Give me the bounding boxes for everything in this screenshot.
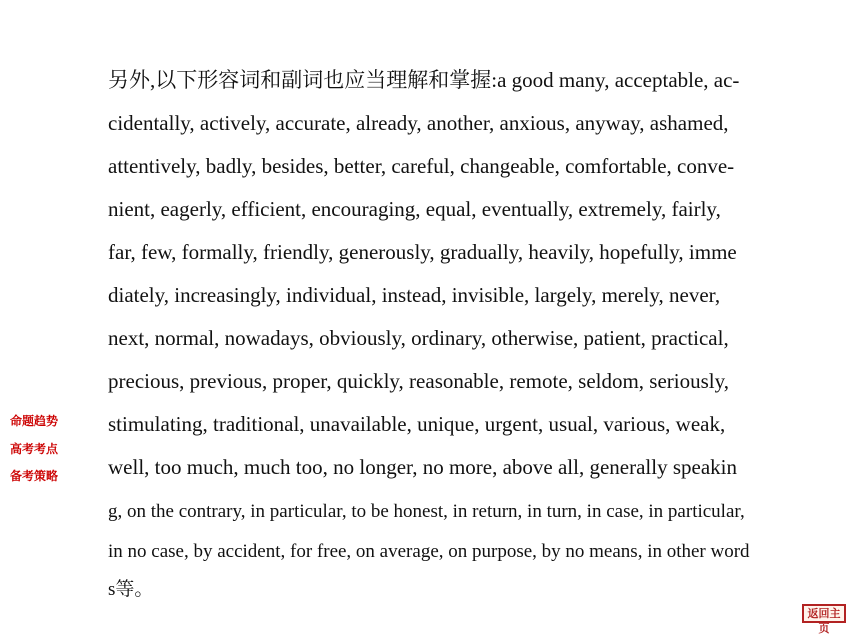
text-line: g, on the contrary, in particular, to be honest, in return, in turn, in case, in particular, <box>108 501 745 522</box>
nav-link-strategies[interactable]: 备考策略 <box>10 469 59 483</box>
text-line: precious, previous, proper, quickly, reasonable, remote, seldom, seriously, <box>108 369 730 393</box>
text-line: stimulating, traditional, unavailable, unique, urgent, usual, various, weak, <box>108 412 726 436</box>
text-line: 另外,以下形容词和副词也应当理解和掌握:a good many, acceptable, ac- <box>108 68 740 92</box>
nav-link-trends[interactable]: 命题趋势 <box>10 414 59 428</box>
text-line: far, few, formally, friendly, generously, gradually, heavily, hopefully, imme <box>108 240 737 264</box>
text-line: well, too much, much too, no longer, no more, above all, generally speakin <box>108 455 737 479</box>
text-line: next, normal, nowadays, obviously, ordinary, otherwise, patient, practical, <box>108 326 729 350</box>
text-line: nient, eagerly, efficient, encouraging, equal, eventually, extremely, fairly, <box>108 197 721 221</box>
nav-link-exam-points[interactable]: 高考考点 <box>10 442 59 456</box>
text-line: diately, increasingly, individual, instead, invisible, largely, merely, never, <box>108 283 721 307</box>
text-line: s等。 <box>108 579 154 600</box>
text-line: in no case, by accident, for free, on average, on purpose, by no means, in other word <box>108 541 750 562</box>
home-button[interactable]: 返回主页 <box>802 604 846 623</box>
text-line: attentively, badly, besides, better, careful, changeable, comfortable, conve- <box>108 154 735 178</box>
text-line: cidentally, actively, accurate, already, another, anxious, anyway, ashamed, <box>108 111 729 135</box>
